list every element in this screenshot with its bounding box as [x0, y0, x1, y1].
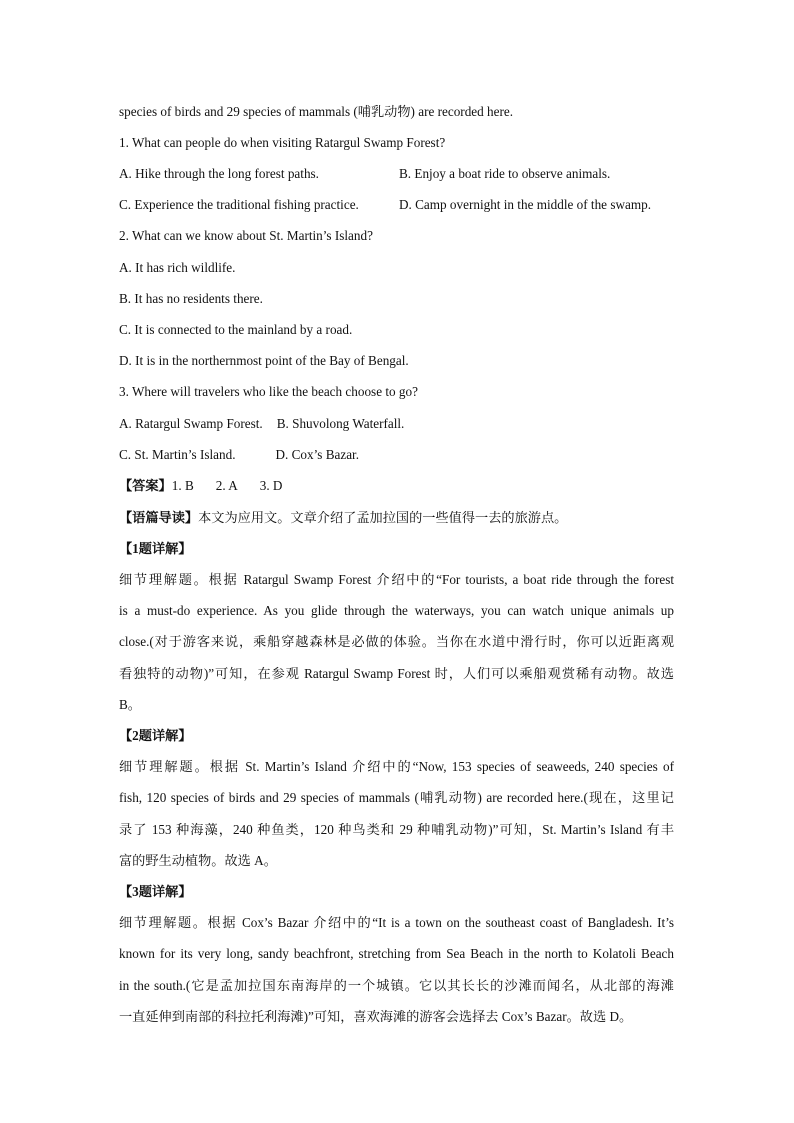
question-1-option-b: B. Enjoy a boat ride to observe animals. [399, 166, 611, 181]
explain-3-line: 一直延伸到南部的科拉托利海滩)”可知，喜欢海滩的游客会选择去 Cox’s Bazar。故选 D。 [119, 1009, 633, 1024]
explain-2-line: 细节理解题。根据 St. Martin’s Island 介绍中的“Now, 153 species of seaweeds, 240 species of [119, 759, 674, 774]
explain-2-line: 富的野生动植物。故选 A。 [119, 853, 277, 868]
question-3-option-d: D. Cox’s Bazar. [275, 447, 360, 462]
answer-1: 1. B [171, 478, 194, 493]
explain-1-line: B。 [119, 697, 141, 712]
intro-line: species of birds and 29 species of mammals (哺乳动物) are recorded here. [119, 104, 514, 119]
guide-text: 本文为应用文。文章介绍了孟加拉国的一些值得一去的旅游点。 [198, 510, 568, 525]
explain-3-line: known for its very long, sandy beachfront, stretching from Sea Beach in the north to Kolatoli Beach [119, 946, 674, 961]
explain-3-line: 细节理解题。根据 Cox’s Bazar 介绍中的“It is a town on the southeast coast of Bangladesh. It’s [119, 915, 674, 930]
question-3-options-ab [119, 416, 404, 432]
explain-2-heading: 【2题详解】 [119, 728, 192, 743]
question-3-options-cd [119, 447, 359, 463]
explain-3-heading: 【3题详解】 [119, 884, 192, 899]
question-3-option-c: C. St. Martin’s Island. [119, 447, 236, 462]
explain-1-heading: 【1题详解】 [119, 541, 192, 556]
question-3-option-b: B. Shuvolong Waterfall. [276, 416, 405, 431]
question-3-option-a: A. Ratargul Swamp Forest. [119, 416, 263, 431]
question-3-stem: 3. Where will travelers who like the beach choose to go? [119, 384, 418, 399]
question-2-option-d: D. It is in the northernmost point of the Bay of Bengal. [119, 353, 409, 368]
explain-2-line: fish, 120 species of birds and 29 species of mammals (哺乳动物) are recorded here.(现在，这里记 [119, 790, 674, 805]
explain-3-line: in the south.(它是孟加拉国东南海岸的一个城镇。它以其长长的沙滩而闻名，从北部的海滩 [119, 978, 674, 993]
question-1-option-a: A. Hike through the long forest paths. [119, 166, 319, 181]
question-1-option-d: D. Camp overnight in the middle of the swamp. [399, 197, 651, 212]
answer-2: 2. A [215, 478, 238, 493]
explain-1-line: is a must-do experience. As you glide through the waterways, you can watch unique animals up [119, 603, 674, 618]
guide-label: 【语篇导读】 [119, 510, 199, 525]
question-2-option-a: A. It has rich wildlife. [119, 260, 236, 275]
explain-1-line: 细节理解题。根据 Ratargul Swamp Forest 介绍中的“For tourists, a boat ride through the forest [119, 572, 674, 587]
question-2-option-c: C. It is connected to the mainland by a road. [119, 322, 353, 337]
question-2-option-b: B. It has no residents there. [119, 291, 263, 306]
answer-label: 【答案】 [119, 478, 172, 493]
question-1-option-c: C. Experience the traditional fishing practice. [119, 197, 359, 212]
answer-3: 3. D [259, 478, 283, 493]
explain-1-line: close.(对于游客来说，乘船穿越森林是必做的体验。当你在水道中滑行时，你可以近距离观 [119, 634, 674, 649]
guide-line [119, 510, 567, 526]
explain-2-line: 录了 153 种海藻，240 种鱼类，120 种鸟类和 29 种哺乳动物)”可知，St. Martin’s Island 有丰 [119, 822, 674, 837]
explain-1-line: 看独特的动物)”可知，在参观 Ratargul Swamp Forest 时，人们可以乘船观赏稀有动物。故选 [119, 666, 674, 681]
answer-line [119, 478, 282, 494]
question-2-stem: 2. What can we know about St. Martin’s Island? [119, 228, 373, 243]
question-1-stem: 1. What can people do when visiting Ratargul Swamp Forest? [119, 135, 446, 150]
